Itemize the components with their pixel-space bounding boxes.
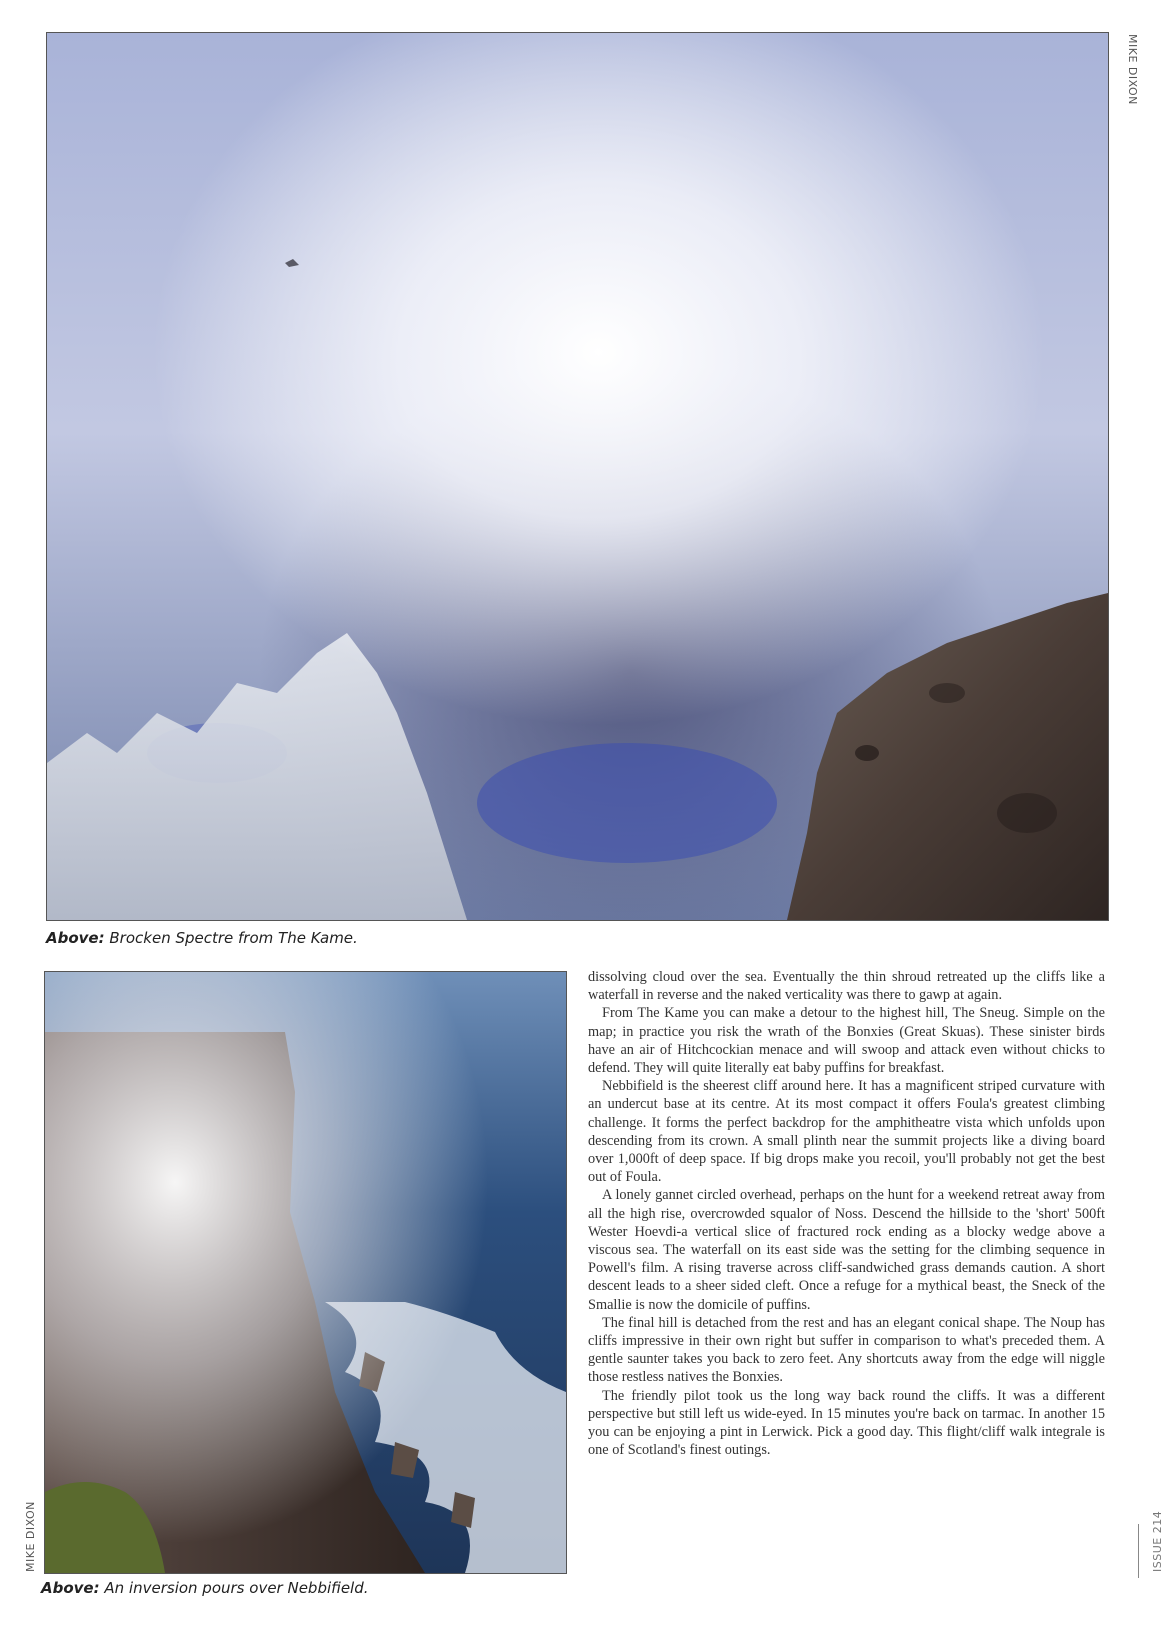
caption-text: Brocken Spectre from The Kame. bbox=[109, 929, 358, 947]
caption-label: Above: bbox=[46, 929, 105, 947]
caption-text: An inversion pours over Nebbifield. bbox=[104, 1579, 369, 1597]
article-paragraph: From The Kame you can make a detour to the highest hill, The Sneug. Simple on the map; in practice you risk the wrath of the Bonxies (Great Skuas). These sinister birds have an air of Hitchcockian menace and will swoop and attack even without chicks to defend. They will quite literally eat baby puffins for breakfast. bbox=[588, 1005, 1105, 1077]
article-body bbox=[588, 968, 1105, 1588]
issue-number: ISSUE 214 bbox=[1151, 1510, 1164, 1572]
brocken-spectre-photo bbox=[46, 32, 1109, 921]
article-paragraph: Nebbifield is the sheerest cliff around here. It has a magnificent striped curvature with an undercut base at its centre. At its most compact it offers Foula's greatest climbing challenge. It forms the perfect backdrop for the amphitheatre vista which unfolds upon descending from its crown. A small plinth near the summit projects like a diving board over 1,000ft of deep space. If big drops make you recoil, you'll probably not get the best out of Foula. bbox=[588, 1078, 1105, 1186]
top-photo-caption bbox=[46, 929, 358, 947]
article-paragraph: A lonely gannet circled overhead, perhaps on the hunt for a weekend retreat away from all the high rise, overcrowded squalor of Noss. Descend the hillside to the 'short' 500ft Wester Hoevdi-a vertical slice of fractured rock ending as a blocky wedge above a viscous sea. The waterfall on its east side was the setting for the climbing sequence in Powell's film. A rising traverse across cliff-sandwiched grass demands caution. A short descent leads to a sheer sided cleft. Once a refuge for a mythical beast, the Sneck of the Smallie is now the domicile of puffins. bbox=[588, 1187, 1105, 1313]
nebbifield-inversion-image bbox=[45, 972, 566, 1573]
bottom-photo-caption bbox=[41, 1579, 369, 1597]
nebbifield-inversion-photo bbox=[44, 971, 567, 1574]
issue-divider bbox=[1138, 1524, 1139, 1578]
caption-label: Above: bbox=[41, 1579, 100, 1597]
bottom-photo-credit: MIKE DIXON bbox=[24, 1501, 37, 1572]
top-photo-credit: MIKE DIXON bbox=[1126, 34, 1139, 105]
article-paragraph: dissolving cloud over the sea. Eventually the thin shroud retreated up the cliffs like a waterfall in reverse and the naked verticality was there to gawp at again. bbox=[588, 969, 1105, 1004]
article-paragraph: The friendly pilot took us the long way back round the cliffs. It was a different perspective but still left us wide-eyed. In 15 minutes you're back on tarmac. In another 15 you can be enjoying a pint in Lerwick. Pick a good day. This flight/cliff walk integrale is one of Scotland's finest outings. bbox=[588, 1387, 1105, 1459]
article-paragraph: The final hill is detached from the rest and has an elegant conical shape. The Noup has cliffs impressive in their own right but suffer in comparison to what's preceded them. A gentle saunter takes you back to zero feet. Any shortcuts away from the edge will niggle those restless natives the Bonxies. bbox=[588, 1314, 1105, 1386]
brocken-spectre-image bbox=[47, 33, 1108, 920]
